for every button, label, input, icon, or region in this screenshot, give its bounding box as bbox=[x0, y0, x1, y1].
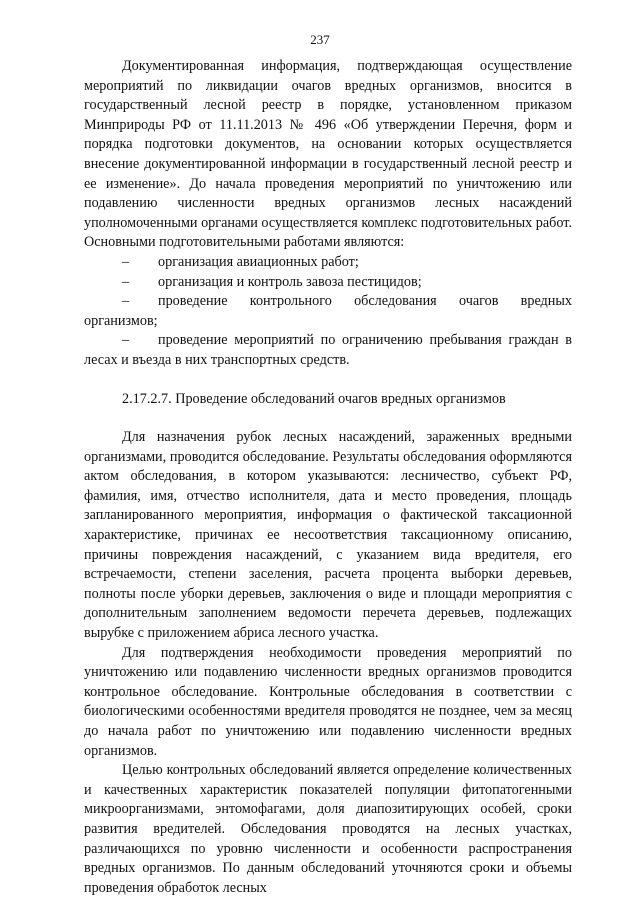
list-item bbox=[84, 253, 572, 273]
section-heading: 2.17.2.7. Проведение обследований очагов вредных организмов bbox=[122, 390, 506, 407]
paragraph-survey-goals: Целью контрольных обследований является определение количественных и качественных характеристик показателей популяции фитопатогенными микроорганизмами, энтомофагами, доля диапозитирующих особей, сроки развития вредителей. Обследования проводятся на лесных участках, различающихся по уровню численности и особенности распространения вредных организмов. По данным обследований уточняются сроки и объемы проведения обработок лесных bbox=[84, 762, 572, 896]
document-body bbox=[84, 57, 572, 898]
page-number: 237 bbox=[310, 32, 330, 47]
paragraph-documented-info: Документированная информация, подтверждающая осуществление мероприятий по ликвидации очагов вредных организмов, вносится в государственный лесной реестр в порядке, установленном приказом Минприроды РФ от 11.11.2013 № 496 «Об утверждении Перечня, форм и порядка подготовки документов, на основании которых осуществляется внесение документированной информации в государственный лесной реестр и ее изменение». До начала проведения мероприятий по уничтожению или подавлению численности вредных организмов лесных насаждений уполномоченными органами осуществляется комплекс подготовительных работ. Основными подготовительными работами являются: bbox=[84, 58, 572, 251]
list-item bbox=[84, 292, 572, 331]
list-dash: – bbox=[122, 273, 130, 290]
paragraph-control-survey: Для подтверждения необходимости проведения мероприятий по уничтожению или подавлению численности вредных организмов проводится контрольное обследование. Контрольные обследования в соответствии с биологическими особенностями вредителя проводятся не позднее, чем за месяц до начала работ по уничтожению или подавлению численности вредных организмов. bbox=[84, 644, 572, 759]
list-item bbox=[84, 331, 572, 370]
list-item-text: организация авиационных работ; bbox=[158, 253, 359, 270]
paragraph-survey-act: Для назначения рубок лесных насаждений, зараженных вредными организмами, проводится обследование. Результаты обследования оформляются актом обследования, в котором указываются: лесничество, субъект РФ, фамилия, имя, отчество исполнителя, дата и место проведения, площадь запланированного мероприятия, информация о фактической таксационной характеристике, причинах ее несоответствия таксационному описанию, причины повреждения насаждений, с указанием вида вредителя, его встречаемости, степени заселения, расчета процента выборки деревьев, полноты после уборки деревьев, заключения о виде и площади мероприятия с дополнительным заполнением ведомости перечета деревьев, подлежащих вырубке с приложением абриса лесного участка. bbox=[84, 429, 572, 642]
list-item-text: проведение мероприятий по ограничению пребывания граждан в лесах и въезда в них транспортных средств. bbox=[84, 332, 572, 368]
list-item bbox=[84, 273, 572, 293]
list-dash: – bbox=[122, 253, 130, 270]
list-dash: – bbox=[122, 293, 130, 310]
list-item-text: проведение контрольного обследования очагов вредных организмов; bbox=[84, 293, 572, 329]
list-dash: – bbox=[122, 332, 130, 349]
list-item-text: организация и контроль завоза пестицидов; bbox=[158, 273, 422, 290]
